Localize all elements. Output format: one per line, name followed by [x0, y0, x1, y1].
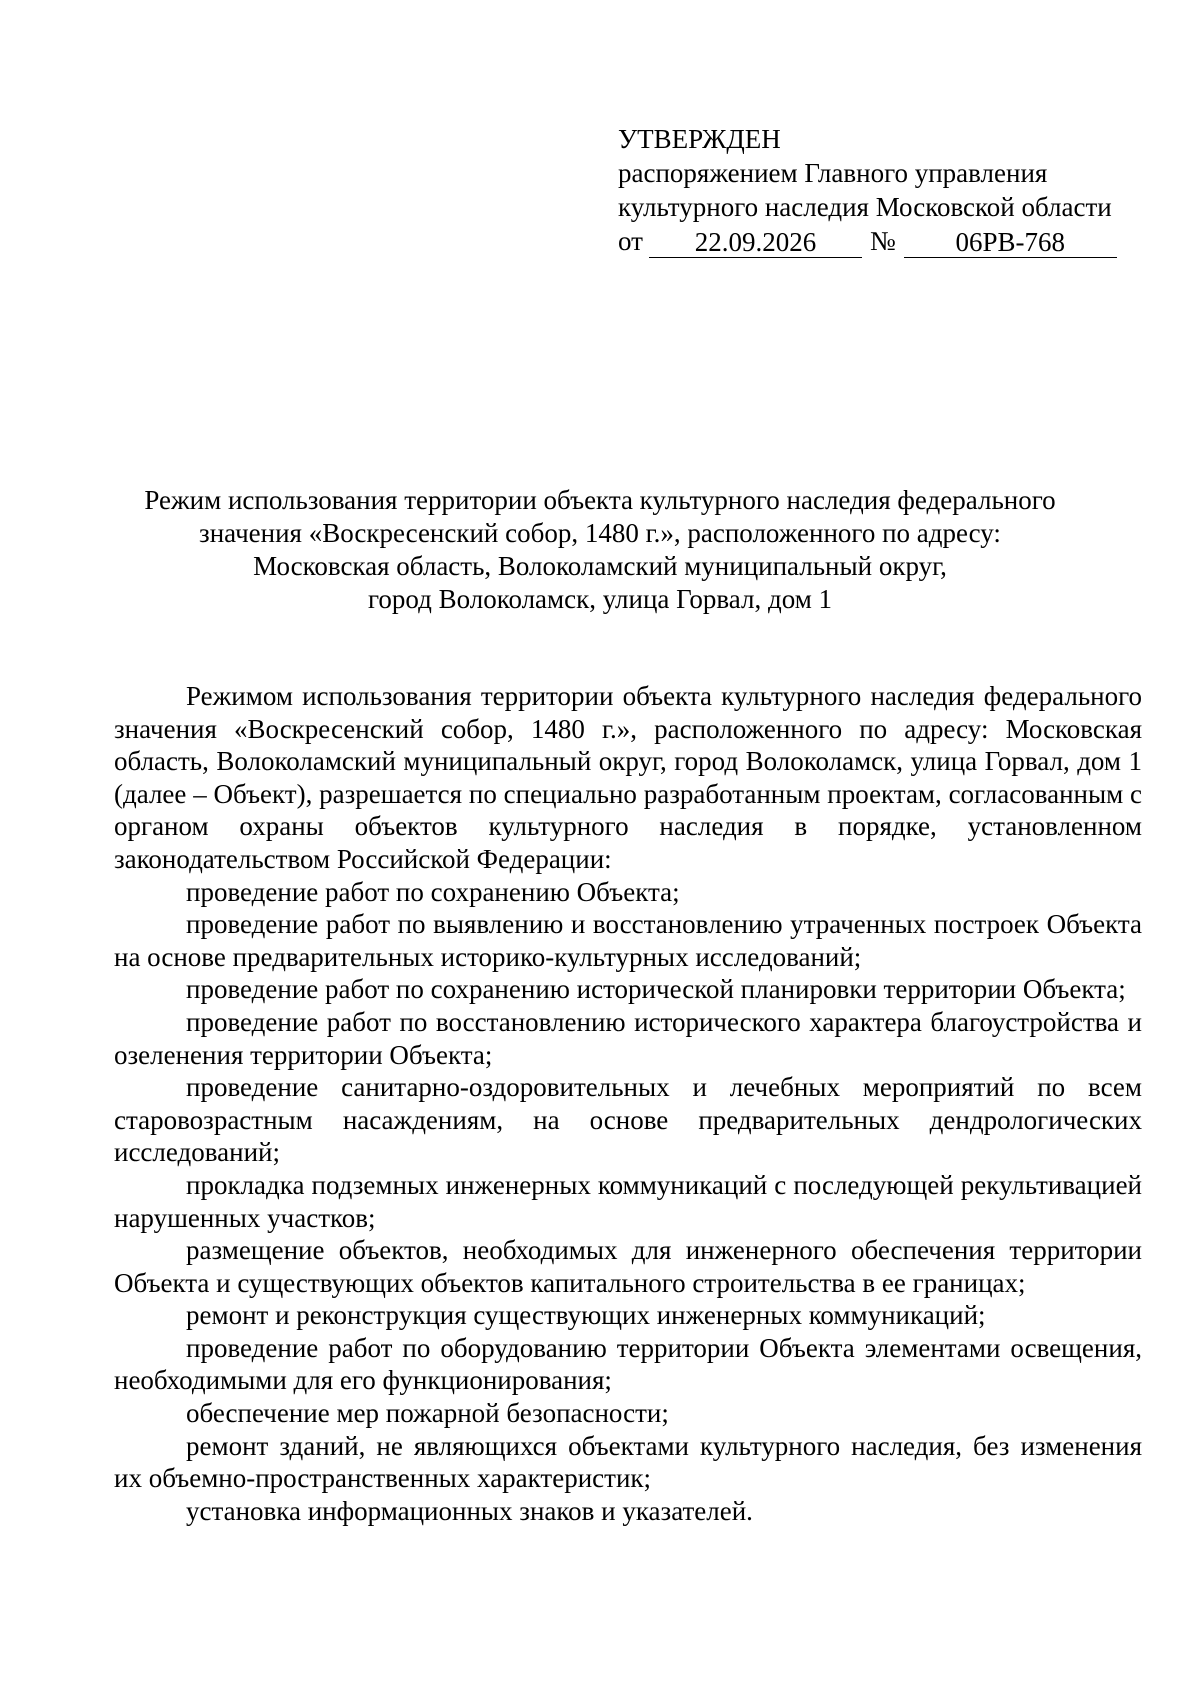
intro-paragraph: Режимом использования территории объекта культурного наследия федерального значения «Воскресенский собор, 1480 г.», расположенного по адресу: Московская область, Волоколамский муниципальный округ, город Волоколамск, улица Горвал, дом 1 (далее – Объект), разрешается по специально разработанным проектам, согласованным с органом охраны объектов культурного наследия в порядке, установленном законодательством Российской Федерации:: [114, 681, 1142, 874]
list-item: установка информационных знаков и указателей.: [186, 1495, 753, 1526]
title-line-3: Московская область, Волоколамский муниципальный округ,: [253, 551, 947, 581]
list-item: обеспечение мер пожарной безопасности;: [186, 1398, 669, 1429]
title-line-4: город Волоколамск, улица Горвал, дом 1: [367, 584, 833, 614]
approval-heading: УТВЕРЖДЕН: [618, 124, 781, 154]
list-item: проведение работ по сохранению Объекта;: [186, 876, 680, 907]
list-item: проведение санитарно-оздоровительных и лечебных мероприятий по всем старовозрастным насаждениям, на основе предварительных дендрологических исследований;: [114, 1072, 1142, 1168]
list-item: ремонт зданий, не являющихся объектами культурного наследия, без изменения их объемно-пространственных характеристик;: [114, 1430, 1142, 1494]
list-item: проведение работ по сохранению исторической планировки территории Объекта;: [186, 974, 1126, 1005]
document-body: [114, 680, 1142, 1527]
number-label: №: [869, 226, 896, 256]
list-item: проведение работ по выявлению и восстановлению утраченных построек Объекта на основе предварительных историко-культурных исследований;: [114, 909, 1142, 972]
list-item: прокладка подземных инженерных коммуникаций с последующей рекультивацией нарушенных участков;: [114, 1169, 1142, 1233]
title-line-1: Режим использования территории объекта культурного наследия федерального: [144, 485, 1056, 515]
approval-line-2: культурного наследия Московской области: [618, 192, 1112, 222]
title-line-2: значения «Воскресенский собор, 1480 г.», расположенного по адресу:: [199, 518, 1001, 548]
approval-reference: [618, 224, 1138, 258]
approval-line-1: распоряжением Главного управления: [618, 158, 1048, 188]
list-item: ремонт и реконструкция существующих инженерных коммуникаций;: [186, 1300, 986, 1331]
document-title: [100, 484, 1100, 616]
list-item: проведение работ по оборудованию территории Объекта элементами освещения, необходимыми для его функционирования;: [114, 1332, 1142, 1396]
approval-block: [618, 122, 1138, 258]
from-label: от: [618, 226, 643, 256]
list-item: проведение работ по восстановлению исторического характера благоустройства и озеленения территории Объекта;: [114, 1006, 1142, 1070]
approval-number: 06РВ-768: [904, 227, 1117, 258]
list-item: размещение объектов, необходимых для инженерного обеспечения территории Объекта и существующих объектов капитального строительства в ее границах;: [114, 1235, 1142, 1298]
approval-date: 22.09.2026: [649, 227, 862, 258]
